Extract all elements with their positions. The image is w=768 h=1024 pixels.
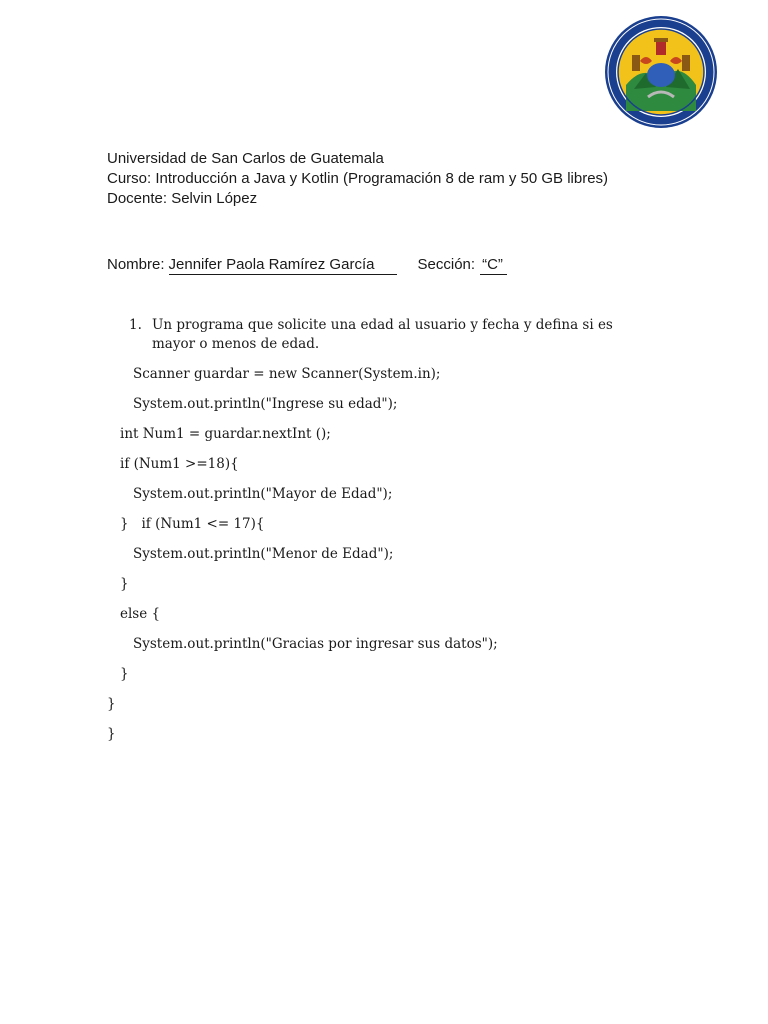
course-line: Curso: Introducción a Java y Kotlin (Programación 8 de ram y 50 GB libres) — [107, 170, 609, 187]
code-line: } — [107, 726, 116, 742]
university-name: Universidad de San Carlos de Guatemala — [107, 150, 384, 167]
code-line: Scanner guardar = new Scanner(System.in); — [133, 366, 441, 382]
section-field: “C” — [480, 256, 507, 275]
question-text: Un programa que solicite una edad al usuario y fecha y defina si es mayor o menos de edad. — [152, 317, 613, 352]
code-line: } — [107, 696, 116, 712]
code-line: else { — [120, 606, 161, 622]
teacher-line: Docente: Selvin López — [107, 190, 258, 207]
code-line: } — [120, 576, 129, 592]
university-seal-icon — [604, 15, 718, 129]
code-line: } — [120, 666, 129, 682]
student-name-field: Jennifer Paola Ramírez García — [169, 256, 397, 275]
code-line: if (Num1 >=18){ — [120, 456, 239, 472]
name-label: Nombre: — [107, 256, 165, 273]
section-label: Sección: — [417, 256, 476, 273]
question-number: 1. — [129, 317, 142, 333]
question-item — [129, 316, 649, 354]
code-line: } if (Num1 <= 17){ — [120, 516, 265, 532]
document-header — [107, 149, 608, 209]
code-line: int Num1 = guardar.nextInt (); — [120, 426, 331, 442]
code-line: System.out.println("Mayor de Edad"); — [133, 486, 393, 502]
code-line: System.out.println("Ingrese su edad"); — [133, 396, 398, 412]
student-info-row — [107, 255, 507, 275]
code-line: System.out.println("Menor de Edad"); — [133, 546, 394, 562]
code-line: System.out.println("Gracias por ingresar sus datos"); — [133, 636, 498, 652]
